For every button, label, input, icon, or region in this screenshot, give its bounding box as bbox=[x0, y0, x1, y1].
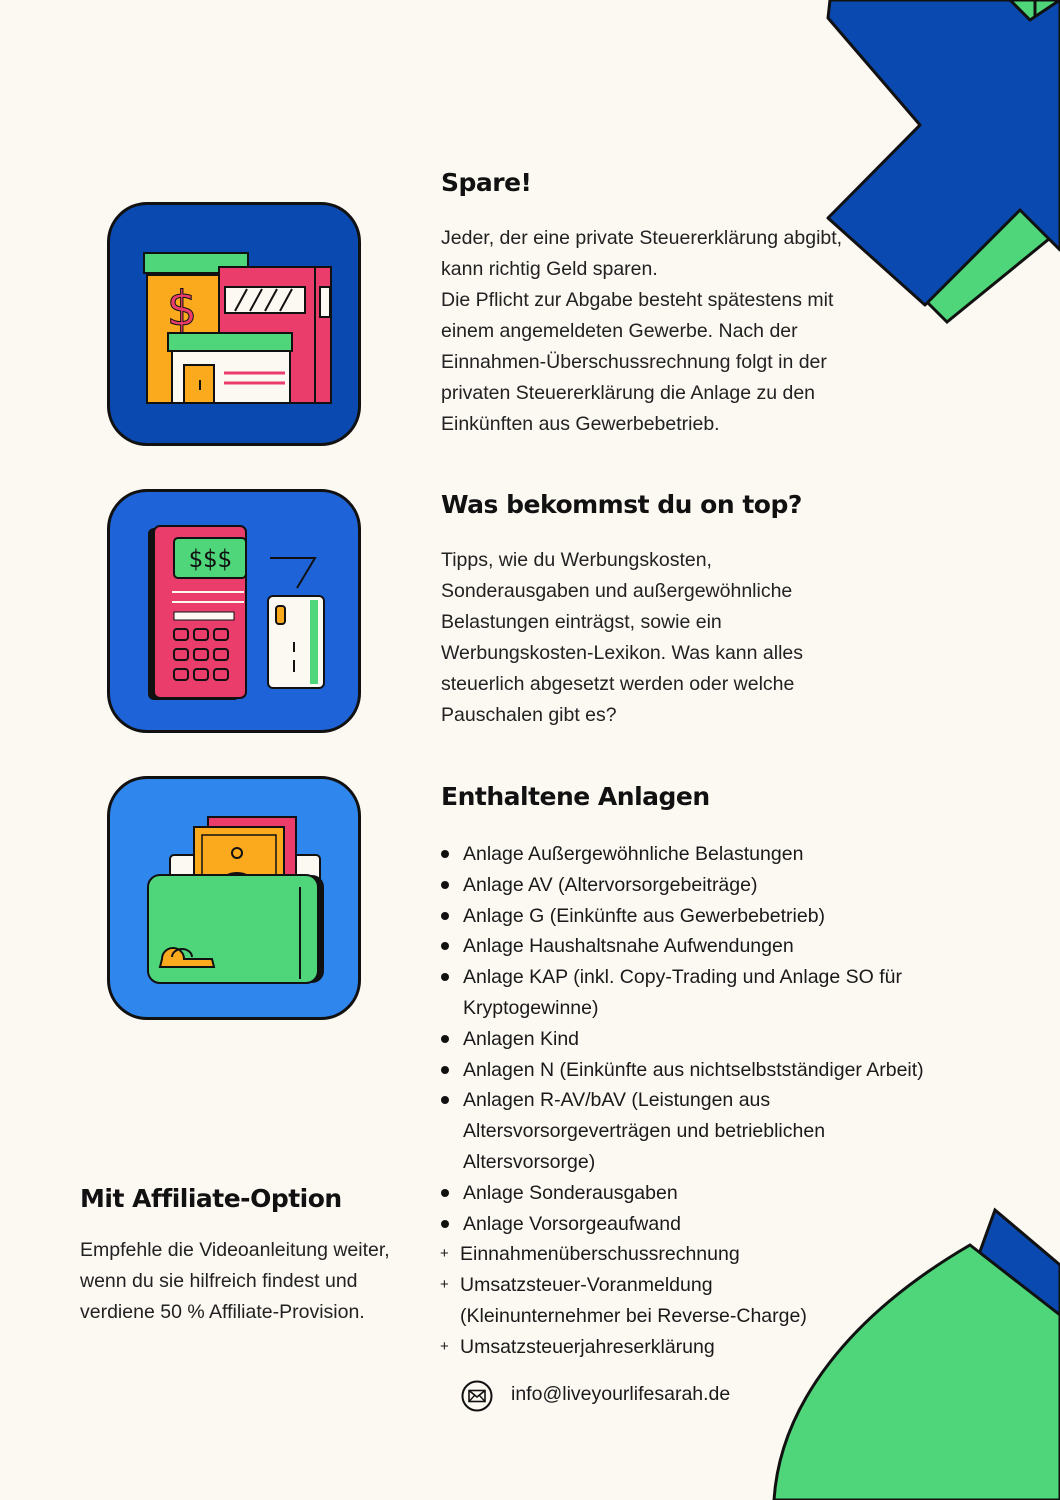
affiliate-line: Empfehle die Videoanleitung weiter, bbox=[80, 1239, 390, 1261]
spare-heading: Spare! bbox=[441, 168, 532, 197]
list-item: Anlagen N (Einkünfte aus nichtselbstständiger Arbeit) bbox=[440, 1055, 960, 1086]
anlagen-list bbox=[440, 839, 960, 1363]
extra-list-item: + Umsatzsteuerjahreserklärung bbox=[440, 1332, 960, 1363]
list-item: Anlage KAP (inkl. Copy-Trading und Anlage SO für Kryptogewinne) bbox=[440, 962, 903, 1024]
contact-email-text[interactable]: info@liveyourlifesarah.de bbox=[511, 1383, 731, 1405]
wallet-icon-tile bbox=[107, 776, 361, 1020]
extra-list-item: + Einnahmenüberschussrechnung bbox=[440, 1239, 960, 1270]
ontop-line: Werbungskosten-Lexikon. Was kann alles bbox=[441, 642, 804, 664]
shop-icon-tile bbox=[107, 202, 361, 446]
list-item: Anlage Haushaltsnahe Aufwendungen bbox=[440, 931, 960, 962]
list-item: Anlage G (Einkünfte aus Gewerbebetrieb) bbox=[440, 901, 960, 932]
affiliate-heading: Mit Affiliate-Option bbox=[80, 1184, 342, 1213]
list-item: Anlagen Kind bbox=[440, 1024, 960, 1055]
wallet-money-icon bbox=[110, 779, 361, 1020]
affiliate-paragraph bbox=[80, 1235, 410, 1328]
spare-line: privaten Steuererklärung die Anlage zu den bbox=[441, 382, 816, 404]
ontop-line: Pauschalen gibt es? bbox=[441, 704, 617, 726]
list-item: Anlage Außergewöhnliche Belastungen bbox=[440, 839, 960, 870]
spare-line: Jeder, der eine private Steuererklärung abgibt, bbox=[441, 227, 843, 249]
spare-line: kann richtig Geld sparen. bbox=[441, 258, 658, 280]
list-item: Anlagen R-AV/bAV (Leistungen aus Altersvorsorgeverträgen und betrieblichen Altersvorsorge) bbox=[440, 1085, 835, 1177]
card-payment-terminal-icon bbox=[110, 492, 361, 733]
spare-line: einem angemeldeten Gewerbe. Nach der bbox=[441, 320, 798, 342]
ontop-line: Sonderausgaben und außergewöhnliche bbox=[441, 580, 793, 602]
spare-line: Die Pflicht zur Abgabe besteht spätestens mit bbox=[441, 289, 834, 311]
terminal-display-text: $$$ bbox=[188, 545, 232, 573]
shop-sign-text: $ bbox=[166, 281, 198, 337]
mail-icon bbox=[461, 1380, 493, 1412]
list-item: Anlage Vorsorgeaufwand bbox=[440, 1209, 960, 1240]
terminal-icon-tile bbox=[107, 489, 361, 733]
spare-paragraph bbox=[441, 223, 861, 440]
ontop-line: steuerlich abgesetzt werden oder welche bbox=[441, 673, 795, 695]
extra-list-item: + Umsatzsteuer-Voranmeldung (Kleinunternehmer bei Reverse-Charge) bbox=[440, 1270, 820, 1332]
affiliate-line: wenn du sie hilfreich findest und bbox=[80, 1270, 358, 1292]
anlagen-heading: Enthaltene Anlagen bbox=[441, 782, 710, 811]
list-item: Anlage AV (Altervorsorgebeiträge) bbox=[440, 870, 960, 901]
ontop-paragraph bbox=[441, 545, 861, 731]
spare-line: Einnahmen-Überschussrechnung folgt in der bbox=[441, 351, 827, 373]
spare-line: Einkünften aus Gewerbebetrieb. bbox=[441, 413, 720, 435]
list-item: Anlage Sonderausgaben bbox=[440, 1178, 960, 1209]
ontop-line: Belastungen einträgst, sowie ein bbox=[441, 611, 722, 633]
ontop-heading: Was bekommst du on top? bbox=[441, 490, 802, 519]
affiliate-line: verdiene 50 % Affiliate-Provision. bbox=[80, 1301, 365, 1323]
ontop-line: Tipps, wie du Werbungskosten, bbox=[441, 549, 712, 571]
shop-dollar-icon bbox=[110, 205, 361, 446]
